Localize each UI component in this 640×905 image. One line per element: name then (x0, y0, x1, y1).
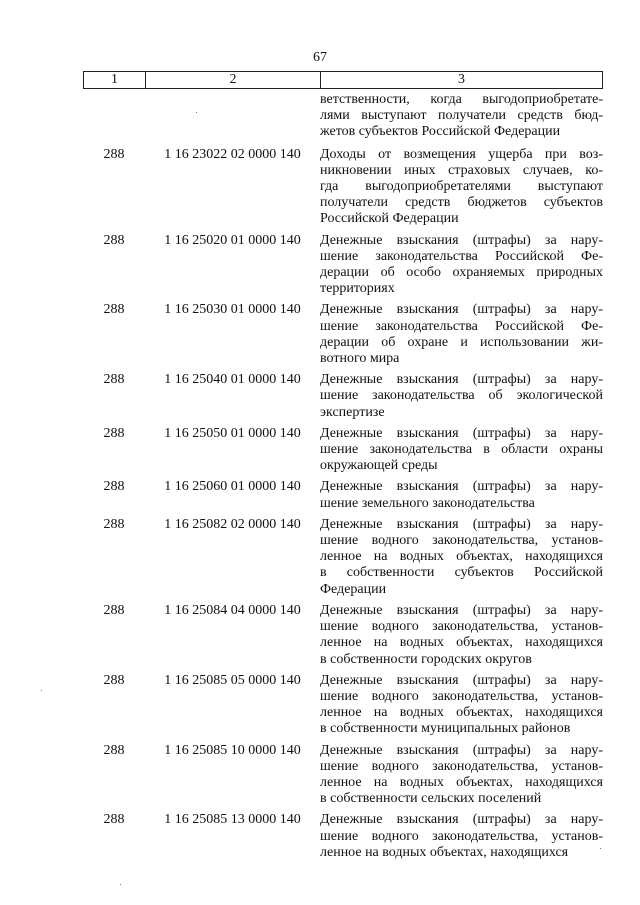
header-col-1: 1 (84, 72, 146, 88)
table-body (83, 92, 603, 866)
scan-speck (196, 112, 197, 113)
admin-code-cell: 288 (103, 232, 125, 248)
admin-code-cell: 288 (103, 602, 125, 618)
description-line: ленное на водных объектах, находящихся (320, 705, 603, 721)
description-line: ленное на водных объектах, находящихся (320, 635, 603, 651)
budget-code-cell: 1 16 25040 01 0000 140 (164, 372, 301, 388)
table-row (83, 812, 603, 861)
description-cell (320, 517, 603, 598)
table-row (83, 743, 603, 808)
description-line: лями выступают получатели средств бюд- (320, 108, 603, 124)
description-line: в собственности муниципальных районов (320, 721, 571, 737)
description-line: Денежные взыскания (штрафы) за нару- (320, 812, 603, 828)
description-line: дерации об охране и использовании жи- (320, 334, 603, 350)
description-line: ленное на водных объектах, находящихся (320, 774, 603, 790)
budget-code-cell: 1 16 25085 13 0000 140 (164, 812, 301, 828)
admin-code-cell: 288 (103, 302, 125, 318)
description-line: шение земельного законодательства (320, 495, 535, 511)
continuation-row (83, 92, 603, 141)
admin-code-cell: 288 (103, 372, 125, 388)
description-line: шение законодательства Российской Фе- (320, 318, 603, 334)
description-line: гда выгодоприобретателями выступают (320, 179, 603, 195)
description-line: Денежные взыскания (штрафы) за нару- (320, 479, 603, 495)
description-line: Денежные взыскания (штрафы) за нару- (320, 232, 603, 248)
description-line: в собственности субъектов Российской (320, 565, 603, 581)
table-row (83, 147, 603, 228)
description-line: шение водного законодательства, установ- (320, 688, 603, 704)
header-col-2: 2 (146, 72, 321, 88)
description-line: Денежные взыскания (штрафы) за нару- (320, 425, 603, 441)
scan-speck (41, 690, 42, 691)
description-cell (320, 233, 603, 298)
page-number: 67 (313, 50, 327, 65)
description-line: шение законодательства об экологической (320, 388, 603, 404)
description-line: жетов субъектов Российской Федерации (320, 124, 561, 140)
admin-code-cell: 288 (103, 742, 125, 758)
admin-code-cell: 288 (103, 146, 125, 162)
description-line: Доходы от возмещения ущерба при воз- (320, 146, 603, 162)
description-line: шение законодательства Российской Фе- (320, 248, 603, 264)
description-cell (320, 743, 603, 808)
description-cell (320, 426, 603, 475)
budget-code-cell: 1 16 25084 04 0000 140 (164, 602, 301, 618)
description-line: в собственности сельских поселений (320, 791, 542, 807)
budget-code-cell: 1 16 25085 10 0000 140 (164, 742, 301, 758)
budget-code-cell: 1 16 23022 02 0000 140 (164, 146, 301, 162)
admin-code-cell: 288 (103, 672, 125, 688)
table-row (83, 233, 603, 298)
admin-code-cell (83, 92, 145, 141)
table-row (83, 479, 603, 511)
description-line: шение водного законодательства, установ- (320, 533, 603, 549)
table-row (83, 426, 603, 475)
description-line: в собственности городских округов (320, 651, 532, 667)
budget-code-cell (145, 92, 320, 141)
table-row (83, 517, 603, 598)
budget-code-cell: 1 16 25030 01 0000 140 (164, 302, 301, 318)
description-line: дерации об особо охраняемых природных (320, 265, 603, 281)
description-line: ленное на водных объектах, находящихся (320, 549, 603, 565)
description-cell (320, 302, 603, 367)
description-cell (320, 603, 603, 668)
description-line: ленное на водных объектах, находящихся (320, 844, 569, 860)
description-line: вотного мира (320, 351, 400, 367)
description-cell (320, 147, 603, 228)
scan-speck (600, 848, 601, 849)
description-line: ветственности, когда выгодоприобретате- (320, 92, 603, 107)
admin-code-cell: 288 (103, 479, 125, 495)
description-line: Денежные взыскания (штрафы) за нару- (320, 602, 603, 618)
description-line: Денежные взыскания (штрафы) за нару- (320, 372, 603, 388)
admin-code-cell: 288 (103, 812, 125, 828)
admin-code-cell: 288 (103, 516, 125, 532)
description-cell (320, 479, 603, 511)
description-cell (320, 92, 603, 141)
table-row (83, 302, 603, 367)
description-line: Денежные взыскания (штрафы) за нару- (320, 742, 603, 758)
description-line: Российской Федерации (320, 211, 459, 227)
description-line: шение водного законодательства, установ- (320, 758, 603, 774)
description-line: Денежные взыскания (штрафы) за нару- (320, 672, 603, 688)
scan-speck (120, 884, 121, 885)
description-cell (320, 673, 603, 738)
budget-code-cell: 1 16 25050 01 0000 140 (164, 425, 301, 441)
description-line: Денежные взыскания (штрафы) за нару- (320, 302, 603, 318)
description-cell (320, 372, 603, 421)
description-line: никновении иных страховых случаев, ко- (320, 162, 603, 178)
header-col-3: 3 (458, 72, 465, 87)
description-line: экспертизе (320, 404, 385, 420)
budget-code-cell: 1 16 25085 05 0000 140 (164, 672, 301, 688)
description-line: территориях (320, 281, 395, 297)
table-row (83, 603, 603, 668)
table-header (83, 71, 603, 89)
description-line: шение законодательства в области охраны (320, 442, 603, 458)
description-line: шение водного законодательства, установ- (320, 619, 603, 635)
description-line: окружающей среды (320, 458, 438, 474)
budget-code-cell: 1 16 25082 02 0000 140 (164, 516, 301, 532)
table-row (83, 673, 603, 738)
table-row (83, 372, 603, 421)
budget-code-cell: 1 16 25020 01 0000 140 (164, 232, 301, 248)
description-line: Денежные взыскания (штрафы) за нару- (320, 516, 603, 532)
description-line: получатели средств бюджетов субъектов (320, 195, 603, 211)
description-cell (320, 812, 603, 861)
description-line: Федерации (320, 581, 387, 597)
admin-code-cell: 288 (103, 425, 125, 441)
description-line: шение водного законодательства, установ- (320, 828, 603, 844)
budget-code-cell: 1 16 25060 01 0000 140 (164, 479, 301, 495)
